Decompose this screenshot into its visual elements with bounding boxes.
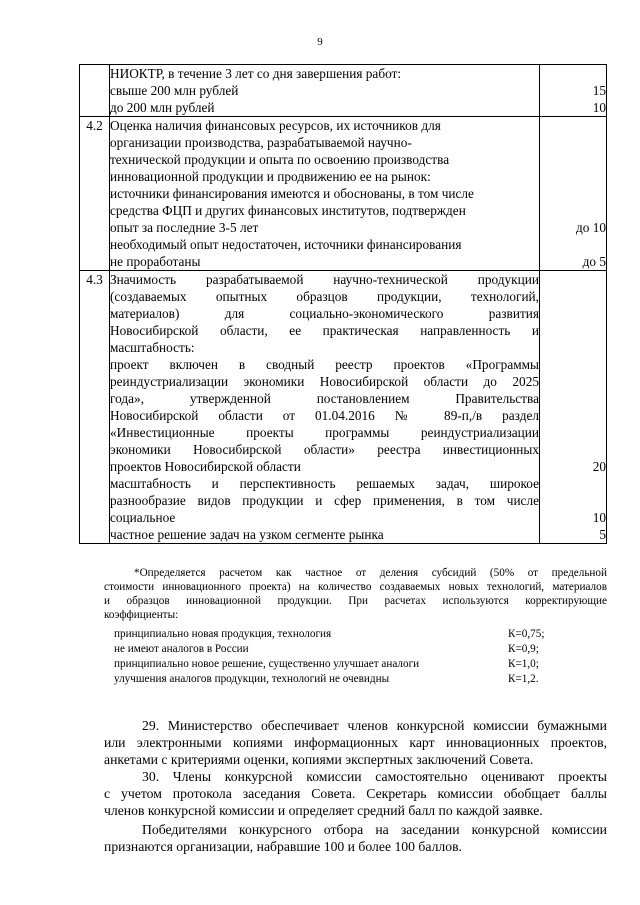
footnote-line: *Определяется расчетом как частное от деления субсидий (50% от предельной	[134, 567, 607, 579]
coefficient-value: К=1,0;	[508, 658, 539, 670]
criterion-score	[540, 271, 607, 544]
score-value	[540, 475, 606, 492]
paragraph-line: 29. Министерство обеспечивает членов конкурсной комиссии бумажными	[142, 718, 607, 733]
coefficient-label: принципиально новое решение, существенно улучшает аналоги	[114, 658, 420, 670]
paragraph-line: 30. Члены конкурсной комиссии самостоятельно оценивают проекты	[142, 769, 607, 784]
paragraph-line: с учетом протокола заседания Совета. Секретарь комиссии обобщает баллы	[104, 786, 607, 801]
footnote-line: и образцов инновационной продукции. При расчетах используются корректирующие	[104, 595, 607, 607]
score-value	[540, 339, 606, 356]
criterion-line: свыше 200 млн рублей	[110, 83, 239, 98]
criterion-number	[80, 65, 110, 117]
coefficient-label: улучшения аналогов продукции, технологий не очевидны	[114, 673, 390, 685]
coefficient-row	[114, 672, 584, 686]
criterion-line: реиндустриализации экономики Новосибирской области до 2025	[110, 374, 539, 389]
coefficient-value: К=0,9;	[508, 643, 539, 655]
criteria-table	[79, 64, 607, 544]
score-value: до 5	[582, 254, 606, 269]
criterion-line: не проработаны	[110, 254, 201, 269]
score-value: 15	[592, 83, 606, 98]
score-value	[540, 151, 606, 168]
criterion-line: Оценка наличия финансовых ресурсов, их источников для	[110, 118, 441, 133]
score-value	[540, 65, 606, 82]
score-value	[540, 168, 606, 185]
criterion-line: года», утвержденной постановлением Правительства	[110, 391, 539, 406]
criterion-line: (создаваемых опытных образцов продукции, технологий,	[110, 289, 539, 304]
criterion-line: технической продукции и опыта по освоению производства	[110, 152, 450, 167]
coefficient-label: не имеют аналогов в России	[114, 643, 249, 655]
criterion-line: частное решение задач на узком сегменте рынка	[110, 527, 384, 542]
score-value	[540, 322, 606, 339]
criterion-line: проект включен в сводный реестр проектов «Программы	[110, 357, 539, 372]
paragraph-line: членов конкурсной комиссии и определяет средний балл по каждой заявке.	[104, 803, 543, 818]
score-value: 10	[592, 510, 606, 525]
score-value	[540, 305, 606, 322]
score-value	[540, 117, 606, 134]
criterion-line: источники финансирования имеются и обоснованы, в том числе	[110, 186, 474, 201]
coefficient-row	[114, 642, 584, 656]
criterion-score	[540, 117, 607, 271]
table-row	[80, 117, 607, 271]
criterion-line: «Инвестиционные проекты программы реиндустриализации	[110, 425, 539, 440]
paragraph-line: Победителями конкурсного отбора на заседании конкурсной комиссии	[142, 822, 607, 837]
paragraph-line: признаются организации, набравшие 100 и более 100 баллов.	[104, 839, 462, 854]
coefficient-label: принципиально новая продукция, технология	[114, 628, 332, 640]
footnote	[104, 566, 607, 622]
score-value	[540, 390, 606, 407]
criterion-line: Новосибирской области от 01.04.2016 № 89-п,/в раздел	[110, 408, 539, 423]
coefficient-value: К=0,75;	[508, 628, 545, 640]
table-row	[80, 271, 607, 544]
page-number: 9	[317, 36, 323, 48]
score-value: 10	[592, 100, 606, 115]
score-value	[540, 288, 606, 305]
coefficient-row	[114, 657, 584, 671]
criterion-line: опыт за последние 3-5 лет	[110, 220, 259, 235]
criterion-line: социальное	[110, 510, 176, 525]
criterion-line: Значимость разрабатываемой научно-технической продукции	[110, 272, 539, 287]
criterion-line: необходимый опыт недостаточен, источники финансирования	[110, 237, 462, 252]
criterion-line: экономики Новосибирской области» реестра инвестиционных	[110, 442, 539, 457]
criterion-line: разнообразие видов продукции и сфер применения, в том числе	[110, 493, 539, 508]
score-value	[540, 134, 606, 151]
criterion-line: материалов) для социально-экономического развития	[110, 306, 539, 321]
criterion-line: масштабность:	[110, 340, 195, 355]
score-value	[540, 185, 606, 202]
coefficient-value: К=1,2.	[508, 673, 539, 685]
score-value	[540, 236, 606, 253]
paragraph-line: анкетами с критериями оценки, копиями экспертных заключений Совета.	[104, 752, 534, 767]
table-row	[80, 65, 607, 117]
criterion-line: до 200 млн рублей	[110, 100, 215, 115]
score-value	[540, 356, 606, 373]
criterion-description	[110, 117, 540, 271]
criterion-description	[110, 65, 540, 117]
paragraph-29	[104, 717, 607, 768]
criterion-score	[540, 65, 607, 117]
paragraph-line: или электронными копиями информационных карт инновационных проектов,	[104, 735, 607, 750]
coefficient-row	[114, 627, 584, 641]
criterion-line: проектов Новосибирской области	[110, 459, 301, 474]
footnote-line: стоимости инновационного проекта) на количество создаваемых новых технологий, материалов	[104, 581, 607, 593]
score-value	[540, 373, 606, 390]
criterion-number: 4.3	[80, 271, 110, 544]
criterion-line: средства ФЦП и других финансовых институтов, подтвержден	[110, 203, 466, 218]
criterion-line: Новосибирской области, ее практическая направленность и	[110, 323, 539, 338]
score-value: 20	[592, 459, 606, 474]
criterion-line: НИОКТР, в течение 3 лет со дня завершения работ:	[110, 66, 402, 81]
score-value	[540, 441, 606, 458]
score-value	[540, 492, 606, 509]
score-value	[540, 271, 606, 288]
score-value	[540, 407, 606, 424]
paragraph-30	[104, 768, 607, 819]
criterion-line: инновационной продукции и продвижению ее на рынок:	[110, 169, 431, 184]
footnote-line: коэффициенты:	[104, 609, 179, 621]
score-value	[540, 202, 606, 219]
criterion-description	[110, 271, 540, 544]
criterion-number: 4.2	[80, 117, 110, 271]
score-value: до 10	[575, 220, 606, 235]
criterion-line: организации производства, разрабатываемой научно-	[110, 135, 412, 150]
paragraph-winners	[104, 821, 607, 855]
criterion-line: масштабность и перспективность решаемых задач, широкое	[110, 476, 539, 491]
score-value: 5	[599, 527, 606, 542]
score-value	[540, 424, 606, 441]
